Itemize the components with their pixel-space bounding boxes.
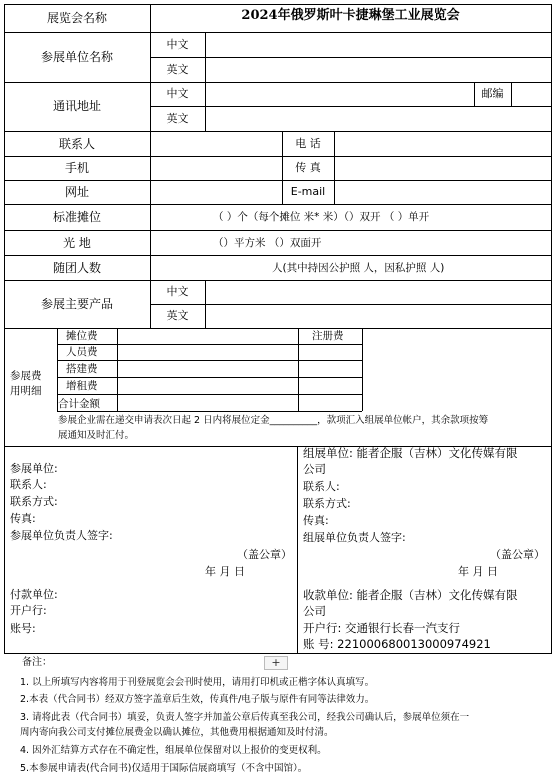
form-border-right [551, 4, 552, 653]
exhibitor-name-cn-field[interactable] [206, 34, 550, 54]
payment-note-line1: 参展企业需在递交申请表次日起 2 日内将展位定金__________，款项汇入组展单位帐户，其余款项按筹 [58, 415, 489, 426]
form-border-top [4, 4, 552, 5]
exhibitor-name-en-field[interactable] [206, 59, 550, 79]
address-cn-field[interactable] [206, 84, 473, 104]
postcode-field[interactable] [512, 84, 550, 104]
booth-fee-field[interactable] [118, 329, 297, 343]
postcode-label: 邮编 [481, 87, 504, 100]
total-amount-label: 合计金额 [58, 398, 100, 410]
payment-note-line2: 展通知及时汇付。 [58, 430, 135, 441]
registration-fee-label: 注册费 [312, 330, 344, 342]
left-contact-label: 联系人: [10, 478, 47, 491]
mobile-field[interactable] [151, 158, 281, 178]
add-row-button[interactable]: + [264, 656, 288, 670]
left-method-label: 联系方式: [10, 495, 58, 508]
address-en-label: 英文 [166, 112, 189, 125]
payee-name-cont: 公司 [303, 604, 326, 618]
products-en-label: 英文 [166, 309, 189, 322]
main-products-label: 参展主要产品 [40, 297, 113, 311]
raw-space-options[interactable]: （）平方米 （）双面开 [213, 237, 322, 249]
contact-person-label: 联系人 [58, 137, 95, 151]
exhibition-title: 2024年俄罗斯叶卡捷琳堡工业展览会 [241, 8, 460, 23]
right-signature-label: 组展单位负责人签字: [303, 531, 406, 544]
exhibition-name-label: 展览会名称 [46, 11, 107, 25]
row-divider [4, 204, 552, 205]
delegation-count[interactable]: 人(其中持因公护照 人，因私护照 人) [272, 262, 445, 274]
fee-row-divider [57, 360, 362, 361]
address-en-field[interactable] [206, 108, 550, 128]
row-divider [150, 106, 552, 107]
row-divider [4, 131, 552, 132]
row-divider [150, 304, 552, 305]
right-method-label: 联系方式: [303, 497, 351, 510]
note-4: 4. 因外汇结算方式存在不确定性，组展单位保留对以上报价的变更权利。 [20, 745, 327, 756]
total-amount-field[interactable] [118, 396, 297, 410]
note-2: 2.本表（代合同书）经双方签字盖章后生效，传真件/电子版与原件有同等法律效力。 [20, 694, 375, 705]
notes-title: 备注： [22, 657, 52, 668]
row-divider [4, 32, 552, 33]
construction-fee-label: 搭建费 [66, 363, 98, 375]
left-account-label: 账号: [10, 622, 36, 635]
fax-field[interactable] [335, 158, 550, 178]
note-5: 5.本参展申请表(代合同书)仅适用于国际信展商填写（不含中国馆）。 [20, 763, 308, 774]
registration-fee-field[interactable] [363, 329, 550, 343]
note-3-cont: 周内寄向我公司支付摊位展费金以确认摊位，其他费用根据通知及时付清。 [20, 727, 334, 738]
row-divider [4, 280, 552, 281]
right-contact-label: 联系人: [303, 480, 340, 493]
fee-row-divider [57, 394, 362, 395]
exhibitor-name-en-label: 英文 [166, 63, 189, 76]
phone-label: 电 话 [295, 137, 321, 150]
standard-booth-options[interactable]: （ ）个（每个摊位 米* 米）（）双开 （ ）单开 [213, 211, 430, 223]
email-label: E-mail [290, 185, 326, 198]
row-divider [4, 255, 552, 256]
exhibitor-name-label: 参展单位名称 [40, 50, 113, 64]
fees-label-line1: 参展费 [10, 370, 42, 382]
products-cn-field[interactable] [206, 282, 550, 302]
payer-label: 付款单位: [10, 588, 58, 601]
products-en-field[interactable] [206, 306, 550, 326]
address-cn-label: 中文 [166, 87, 189, 100]
right-account-info: 账 号: 221000680013000974921 [303, 637, 491, 651]
staff-fee-label: 人员费 [66, 346, 98, 358]
right-bank-info: 开户行: 交通银行长春一汽支行 [303, 621, 461, 635]
row-divider [4, 230, 552, 231]
phone-field[interactable] [335, 134, 550, 154]
left-fax-label: 传真: [10, 512, 36, 525]
left-seal-label: （盖公章） [237, 548, 292, 561]
products-cn-label: 中文 [166, 285, 189, 298]
row-divider [4, 82, 552, 83]
exhibitor-name-cn-label: 中文 [166, 38, 189, 51]
booth-fee-label: 摊位费 [66, 330, 98, 342]
fees-label-line2: 用明细 [10, 385, 42, 397]
organizer-name-cont: 公司 [303, 462, 326, 476]
address-label: 通讯地址 [52, 99, 101, 113]
contact-person-field[interactable] [151, 134, 281, 154]
row-divider [4, 156, 552, 157]
right-date-label: 年 月 日 [458, 565, 498, 578]
staff-fee-field[interactable] [118, 345, 297, 359]
construction-fee-field[interactable] [118, 362, 297, 376]
fees-col-divider [298, 328, 299, 411]
note-3: 3. 请将此表（代合同书）填妥，负责人签字并加盖公章后传真至我公司，经我公司确认后，参展单位须在一 [20, 712, 470, 723]
row-divider [4, 653, 552, 654]
raw-space-label: 光 地 [63, 236, 91, 250]
email-field[interactable] [335, 182, 550, 202]
row-divider [4, 180, 552, 181]
left-signature-label: 参展单位负责人签字: [10, 529, 113, 542]
standard-booth-label: 标准摊位 [52, 210, 101, 224]
organizer-name: 组展单位: 能者企服（吉林）文化传媒有限 [303, 446, 518, 460]
mobile-label: 手机 [64, 161, 89, 175]
note-1: 1. 以上所填写内容将用于刊登展览会会刊时使用，请用打印机或正楷字体认真填写。 [20, 677, 375, 688]
fee-row-divider [57, 377, 362, 378]
right-seal-label: （盖公章） [490, 548, 545, 561]
right-fax-label: 传真: [303, 514, 329, 527]
payee-name: 收款单位: 能者企服（吉林）文化传媒有限 [303, 588, 518, 602]
fax-label: 传 真 [295, 161, 321, 174]
extra-booth-fee-field[interactable] [118, 379, 297, 393]
left-exhibitor-label: 参展单位: [10, 462, 58, 475]
fee-row-divider [57, 411, 362, 412]
row-divider [150, 57, 552, 58]
website-field[interactable] [151, 182, 281, 202]
sign-col-divider [297, 446, 298, 653]
left-date-label: 年 月 日 [205, 565, 245, 578]
delegation-label: 随团人数 [52, 261, 101, 275]
left-bank-label: 开户行: [10, 604, 47, 617]
extra-booth-fee-label: 增租费 [66, 380, 98, 392]
website-label: 网址 [64, 185, 89, 199]
